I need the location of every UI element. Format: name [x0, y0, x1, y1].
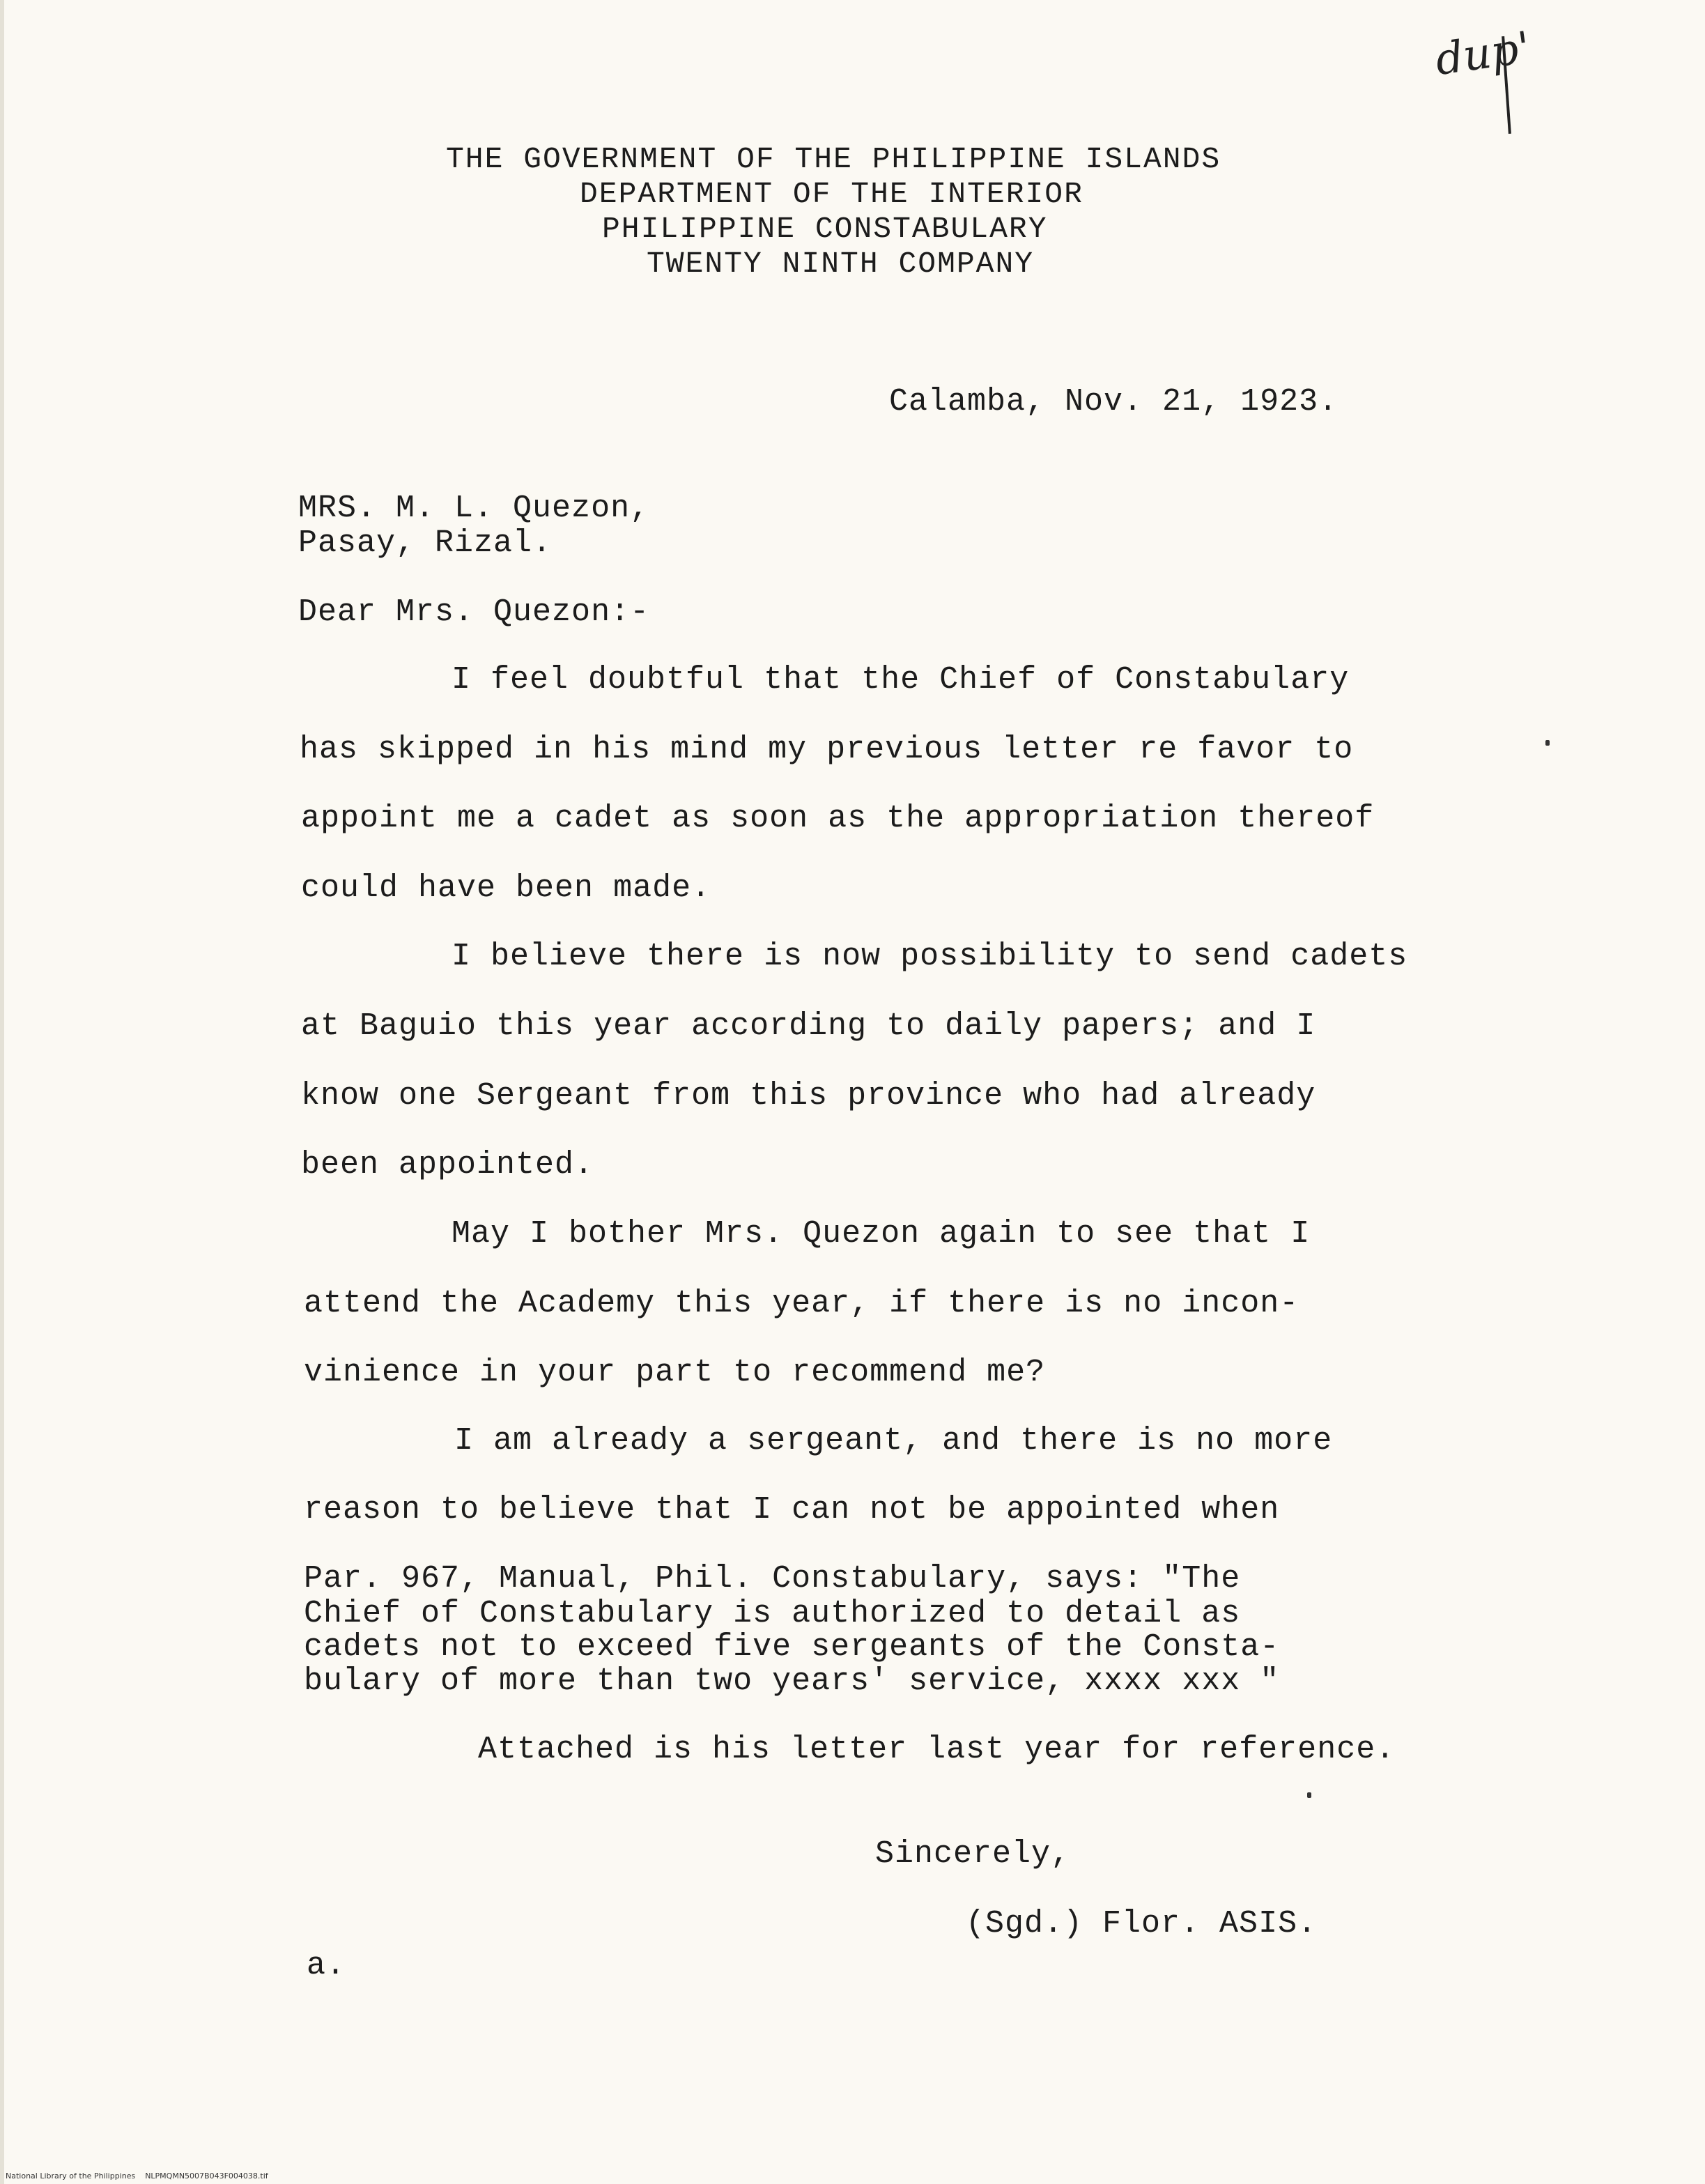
body-line: I feel doubtful that the Chief of Constabulary [452, 662, 1350, 698]
salutation: Dear Mrs. Quezon:- [298, 594, 650, 630]
scan-edge [0, 0, 4, 2184]
signature: (Sgd.) Flor. ASIS. [966, 1906, 1318, 1941]
typist-initial: a. [307, 1948, 346, 1983]
quote-line: Chief of Constabulary is authorized to detail as [304, 1596, 1241, 1631]
body-line: I am already a sergeant, and there is no more [454, 1423, 1333, 1459]
recipient-name: MRS. M. L. Quezon, [298, 491, 650, 526]
body-line: appoint me a cadet as soon as the appropriation thereof [301, 801, 1375, 836]
closing: Sincerely, [875, 1836, 1071, 1872]
body-line: been appointed. [301, 1147, 594, 1183]
handwritten-annotation: dup' [1432, 21, 1534, 86]
body-line: attend the Academy this year, if there is no incon- [304, 1286, 1299, 1321]
letterhead-line-3: PHILIPPINE CONSTABULARY [602, 212, 1048, 246]
recipient-address: Pasay, Rizal. [298, 525, 553, 561]
ink-speck [1307, 1792, 1311, 1798]
quote-line: cadets not to exceed five sergeants of the Consta- [304, 1629, 1280, 1665]
dateline: Calamba, Nov. 21, 1923. [889, 384, 1338, 420]
body-line: at Baguio this year according to daily papers; and I [301, 1008, 1316, 1044]
body-line: May I bother Mrs. Quezon again to see that I [452, 1216, 1311, 1252]
ink-speck [1545, 740, 1550, 746]
body-line: could have been made. [301, 870, 711, 906]
quote-line: Par. 967, Manual, Phil. Constabulary, says: "The [304, 1561, 1241, 1597]
body-line: reason to believe that I can not be appointed when [304, 1492, 1280, 1528]
scan-footer: National Library of the Philippines NLPMQMN5007B043F004038.tif [6, 2171, 268, 2181]
body-line: Attached is his letter last year for reference. [478, 1732, 1396, 1767]
body-line: has skipped in his mind my previous letter re favor to [300, 732, 1354, 767]
quote-line: bulary of more than two years' service, xxxx xxx " [304, 1663, 1280, 1699]
letterhead-line-1: THE GOVERNMENT OF THE PHILIPPINE ISLANDS [446, 142, 1221, 176]
body-line: know one Sergeant from this province who had already [301, 1078, 1316, 1114]
body-line: I believe there is now possibility to send cadets [452, 939, 1408, 974]
letterhead-line-2: DEPARTMENT OF THE INTERIOR [580, 177, 1083, 211]
letterhead-line-4: TWENTY NINTH COMPANY [647, 247, 1035, 281]
body-line: vinience in your part to recommend me? [304, 1355, 1046, 1390]
